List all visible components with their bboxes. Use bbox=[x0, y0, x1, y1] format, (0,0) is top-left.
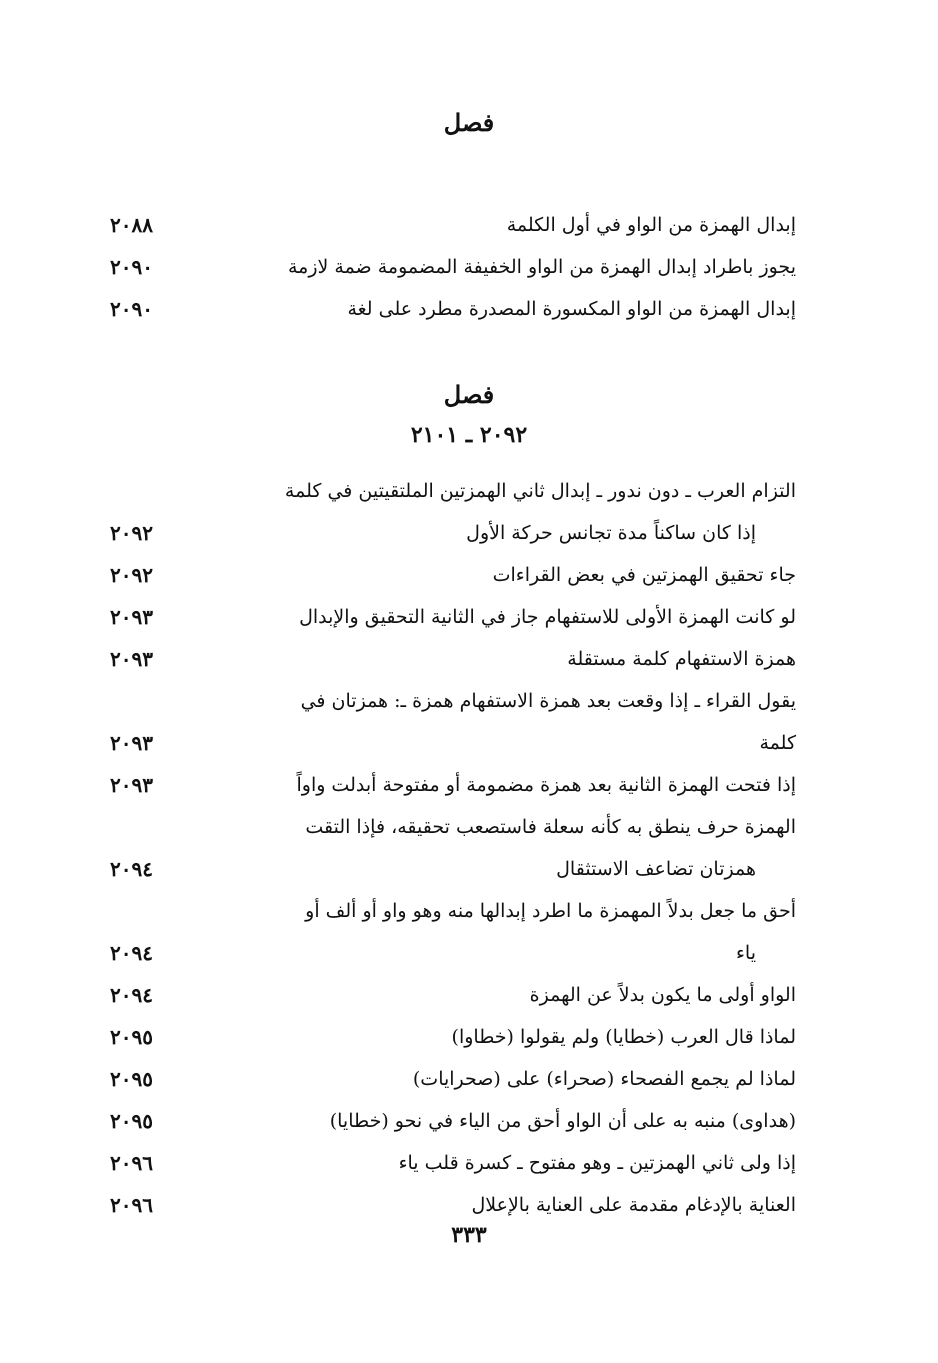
toc-line-text: جاء تحقيق الهمزتين في بعض القراءات bbox=[492, 564, 796, 586]
toc-line bbox=[110, 554, 796, 596]
toc-line-text: التزام العرب ـ دون ندور ـ إبدال ثاني الهمزتين الملتقيتين في كلمة bbox=[284, 480, 796, 502]
toc-line-page: ٢٠٩٥ bbox=[110, 1109, 153, 1133]
toc-line bbox=[110, 722, 796, 764]
toc-line-page: ٢٠٩٥ bbox=[110, 1067, 153, 1091]
toc-line-text: إذا كان ساكناً مدة تجانس حركة الأول bbox=[466, 522, 756, 544]
toc-line bbox=[110, 932, 796, 974]
toc-line-text: الواو أولى ما يكون بدلاً عن الهمزة bbox=[529, 984, 796, 1006]
toc-line bbox=[110, 1016, 796, 1058]
toc-line-page: ٢٠٩٣ bbox=[110, 773, 153, 797]
toc-line bbox=[110, 806, 796, 848]
toc-line bbox=[110, 470, 796, 512]
toc-line-text: ياء bbox=[735, 942, 756, 964]
toc-entry-page: ٢٠٨٨ bbox=[110, 213, 153, 237]
toc-line-page: ٢٠٩٤ bbox=[110, 941, 153, 965]
toc-line-page: ٢٠٩٣ bbox=[110, 731, 153, 755]
toc-line bbox=[110, 764, 796, 806]
toc-entry-page: ٢٠٩٠ bbox=[110, 255, 153, 279]
toc-line bbox=[110, 1058, 796, 1100]
toc-line-text: كلمة bbox=[759, 732, 796, 754]
toc-line bbox=[110, 890, 796, 932]
toc-line bbox=[110, 680, 796, 722]
toc-line-text: لماذا لم يجمع الفصحاء (صحراء) على (صحرايات) bbox=[412, 1068, 796, 1090]
toc-line-text: (هداوى) منبه به على أن الواو أحق من الياء في نحو (خطايا) bbox=[329, 1110, 796, 1132]
toc-line-page: ٢٠٩٢ bbox=[110, 563, 153, 587]
toc-line-text: الهمزة حرف ينطق به كأنه سعلة فاستصعب تحقيقه، فإذا التقت bbox=[305, 816, 796, 838]
toc-entry bbox=[110, 246, 796, 288]
toc-line-page: ٢٠٩٤ bbox=[110, 857, 153, 881]
toc-line bbox=[110, 1100, 796, 1142]
toc-line-text: لو كانت الهمزة الأولى للاستفهام جاز في الثانية التحقيق والإبدال bbox=[299, 606, 796, 628]
toc-line-text: يقول القراء ـ إذا وقعت بعد همزة الاستفهام همزة ـ: همزتان في bbox=[300, 690, 796, 712]
toc-line bbox=[110, 638, 796, 680]
section2-page-range: ٢٠٩٢ ـ ٢١٠١ bbox=[410, 422, 528, 448]
toc-entry bbox=[110, 204, 796, 246]
toc-line-page: ٢٠٩٣ bbox=[110, 605, 153, 629]
toc-line-page: ٢٠٩٣ bbox=[110, 647, 153, 671]
toc-line bbox=[110, 848, 796, 890]
toc-line-text: العناية بالإدغام مقدمة على العناية بالإعلال bbox=[471, 1194, 796, 1216]
toc-line-page: ٢٠٩٦ bbox=[110, 1151, 153, 1175]
toc-entry-text: إبدال الهمزة من الواو في أول الكلمة bbox=[506, 214, 796, 236]
toc-entry-text: يجوز باطراد إبدال الهمزة من الواو الخفيفة المضمومة ضمة لازمة bbox=[287, 256, 796, 278]
toc-line-text: إذا فتحت الهمزة الثانية بعد همزة مضمومة أو مفتوحة أبدلت واواً bbox=[296, 774, 796, 796]
toc-line-text: همزة الاستفهام كلمة مستقلة bbox=[567, 648, 796, 670]
toc-line-text: إذا ولى ثاني الهمزتين ـ وهو مفتوح ـ كسرة قلب ياء bbox=[398, 1152, 796, 1174]
toc-line-text: لماذا قال العرب (خطايا) ولم يقولوا (خطاوا) bbox=[451, 1026, 796, 1048]
toc-line-page: ٢٠٩٢ bbox=[110, 521, 153, 545]
toc-line-page: ٢٠٩٦ bbox=[110, 1193, 153, 1217]
toc-line bbox=[110, 512, 796, 554]
toc-line-text: أحق ما جعل بدلاً المهمزة ما اطرد إبدالها منه وهو واو أو ألف أو bbox=[305, 900, 796, 922]
toc-entry bbox=[110, 288, 796, 330]
toc-line bbox=[110, 1142, 796, 1184]
toc-line bbox=[110, 596, 796, 638]
toc-line-page: ٢٠٩٥ bbox=[110, 1025, 153, 1049]
toc-entry-page: ٢٠٩٠ bbox=[110, 297, 153, 321]
page-number: ٣٣٣ bbox=[451, 1222, 487, 1248]
section2-toc bbox=[110, 470, 796, 1226]
toc-line bbox=[110, 974, 796, 1016]
toc-entry-text: إبدال الهمزة من الواو المكسورة المصدرة مطرد على لغة bbox=[347, 298, 796, 320]
section1-toc bbox=[110, 204, 796, 330]
toc-line-page: ٢٠٩٤ bbox=[110, 983, 153, 1007]
section1-title: فصل bbox=[443, 108, 495, 137]
section2-title: فصل bbox=[443, 380, 495, 409]
toc-line-text: همزتان تضاعف الاستثقال bbox=[556, 858, 756, 880]
toc-line bbox=[110, 1184, 796, 1226]
